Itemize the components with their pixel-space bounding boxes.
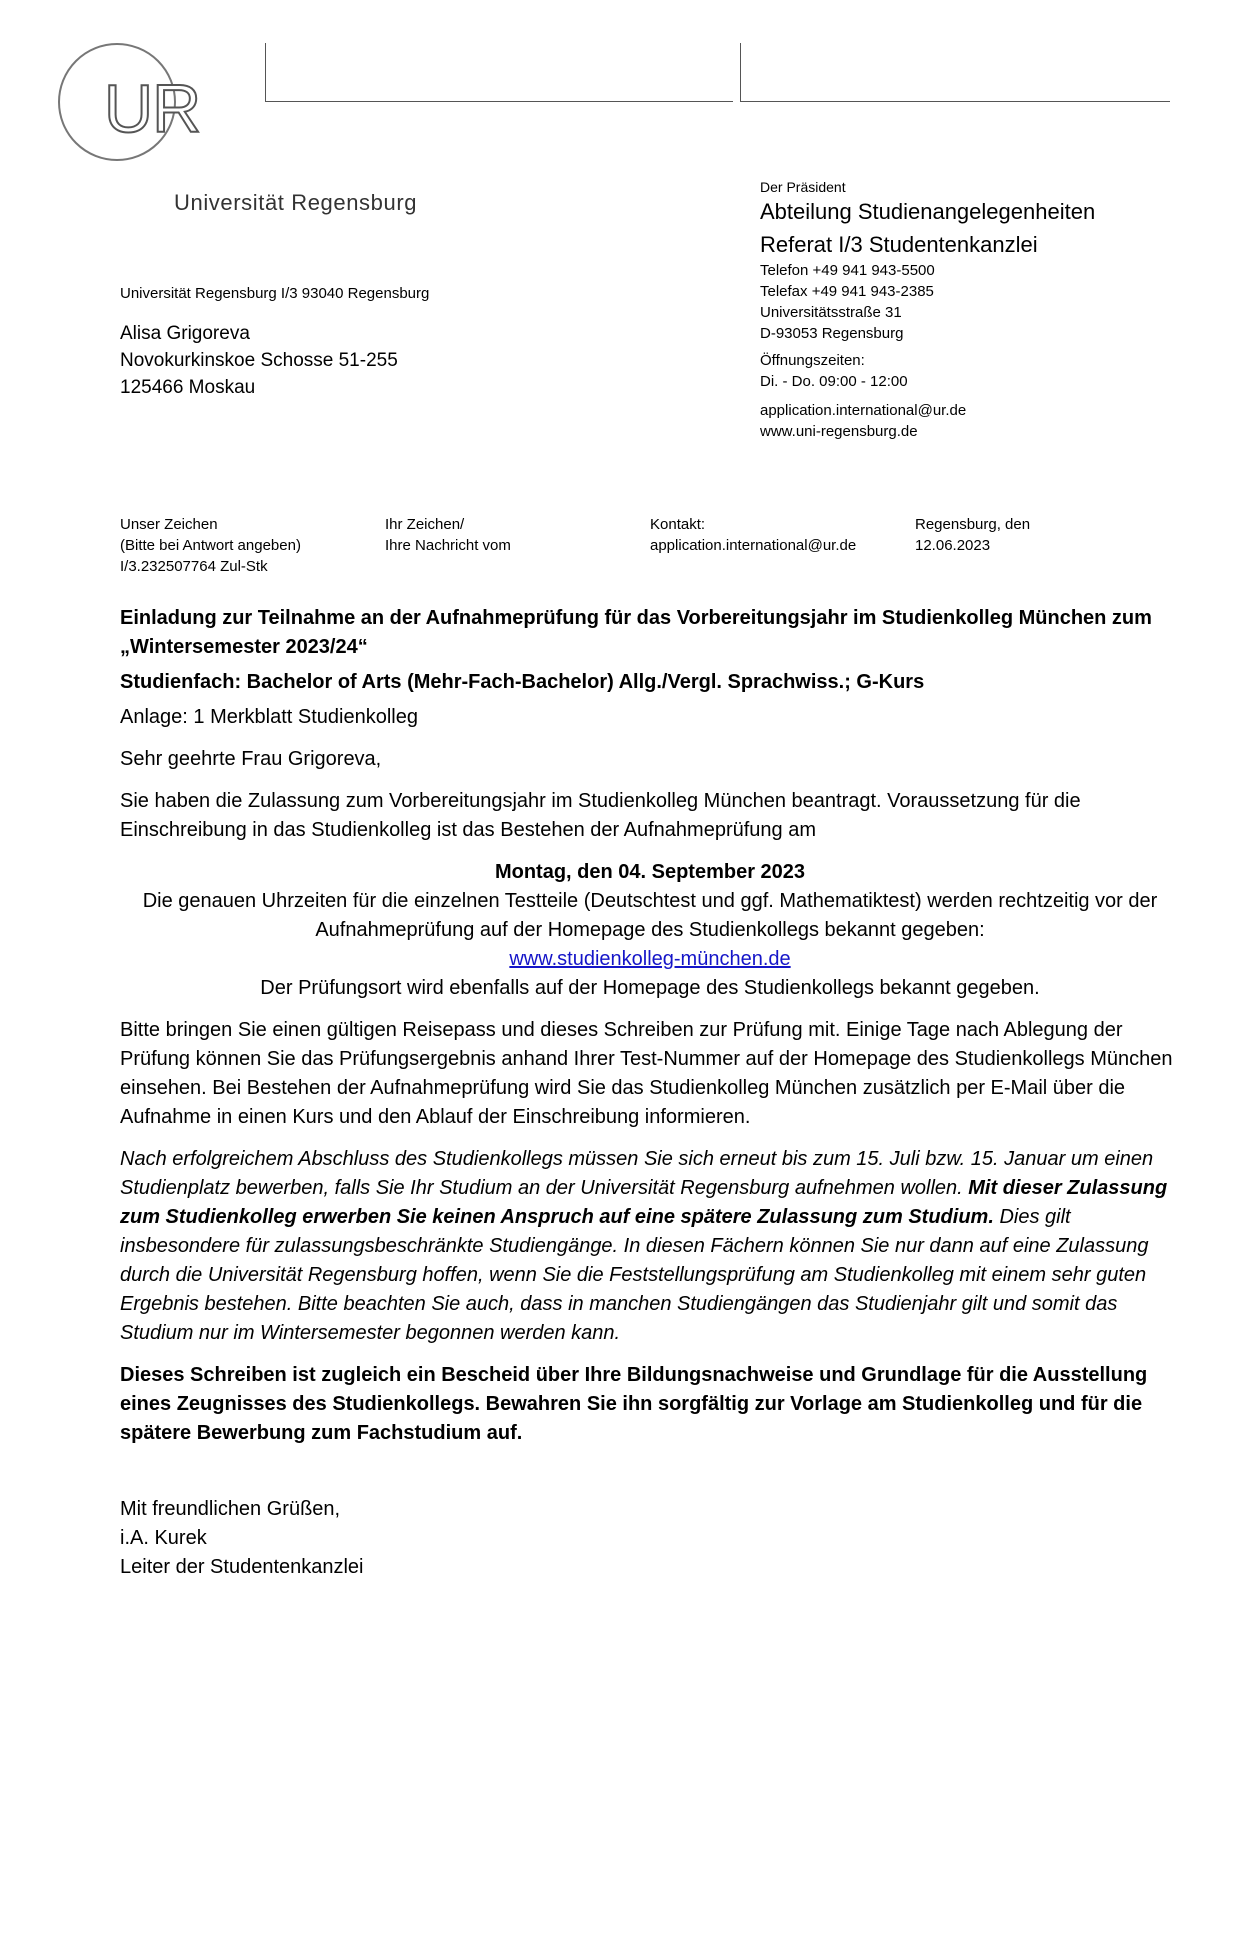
office-hours-value: Di. - Do. 09:00 - 12:00 — [760, 373, 908, 390]
studienkolleg-link[interactable]: www.studienkolleg-münchen.de — [509, 948, 791, 970]
letter-subject: Einladung zur Teilnahme an der Aufnahmeprüfung für das Vorbereitungsjahr im Studienkolleg München zum „Wintersemester 2023/24“ — [120, 607, 1152, 658]
notice-text-continued: Dies gilt insbesondere für zulassungsbeschränkte Studiengänge. In diesen Fächern können Sie nur dann auf eine Zulassung durch die Universität Regensburg hoffen, wenn Sie die Feststellungsprüfung am Studienkolleg mit einem sehr guten Ergebnis bestehen. Bitte beachten Sie auch, dass in manchen Studiengängen das Studienjahr gilt und somit das Studium nur im Wintersemester begonnen werden kann. — [120, 1206, 1149, 1344]
signer: i.A. Kurek — [120, 1527, 207, 1549]
logo-monogram: UR — [104, 71, 201, 147]
exam-info — [120, 858, 1180, 1003]
office-street: Universitätsstraße 31 — [760, 304, 902, 321]
office-title: Der Präsident — [760, 179, 846, 195]
office-hours-label: Öffnungszeiten: — [760, 352, 865, 369]
reference-our-value: I/3.232507764 Zul-Stk — [120, 558, 268, 575]
letterhead-divider — [740, 43, 741, 102]
reference-place: Regensburg, den — [915, 516, 1031, 533]
reference-your — [385, 514, 511, 556]
attachment-line: Anlage: 1 Merkblatt Studienkolleg — [120, 706, 418, 728]
reference-date — [915, 514, 1030, 556]
office-department: Abteilung Studienangelegenheiten — [760, 199, 1096, 224]
decision-paragraph: Dieses Schreiben ist zugleich ein Bescheid über Ihre Bildungsnachweise und Grundlage für die Ausstellung eines Zeugnisses des Studienkollegs. Bewahren Sie ihn sorgfältig zur Vorlage am Studienkolleg und für die spätere Bewerbung zum Fachstudium auf. — [120, 1364, 1148, 1444]
reference-your-label: Ihr Zeichen/ — [385, 516, 465, 533]
office-contact — [760, 260, 935, 344]
office-department-block — [760, 195, 1095, 261]
office-online — [760, 400, 966, 442]
university-logo — [55, 40, 225, 164]
reference-your-note: Ihre Nachricht vom — [385, 537, 511, 554]
sender-line: Universität Regensburg I/3 93040 Regensburg — [120, 285, 430, 302]
reference-contact-label: Kontakt: — [650, 516, 706, 533]
exam-times: Die genauen Uhrzeiten für die einzelnen Testteile (Deutschtest und ggf. Mathematiktest) werden rechtzeitig vor der Aufnahmeprüfung auf der Homepage des Studienkollegs bekannt gegeben: — [142, 890, 1158, 941]
letter-date: 12.06.2023 — [915, 537, 991, 554]
notice-paragraph — [120, 1145, 1180, 1348]
office-email: application.international@ur.de — [760, 402, 967, 419]
recipient-street: Novokurkinskoe Schosse 51-255 — [120, 350, 398, 371]
office-city: D-93053 Regensburg — [760, 325, 904, 342]
reference-our — [120, 514, 301, 577]
university-name: Universität Regensburg — [174, 190, 418, 215]
recipient-address — [120, 320, 398, 401]
recipient-name: Alisa Grigoreva — [120, 323, 250, 344]
exam-date: Montag, den 04. September 2023 — [494, 861, 806, 883]
salutation: Sehr geehrte Frau Grigoreva, — [120, 748, 382, 770]
reference-our-label: Unser Zeichen — [120, 516, 218, 533]
office-hours — [760, 350, 908, 392]
reference-our-note: (Bitte bei Antwort angeben) — [120, 537, 301, 554]
intro-paragraph: Sie haben die Zulassung zum Vorbereitungsjahr im Studienkolleg München beantragt. Voraussetzung für die Einschreibung in das Studienkolleg ist das Bestehen der Aufnahmeprüfung am — [120, 790, 1081, 841]
letter-body — [120, 604, 1180, 1582]
reference-contact — [650, 514, 856, 556]
letterhead-rule-left — [265, 101, 733, 102]
notice-emphasis: Mit dieser Zulassung zum Studienkolleg erwerben Sie keinen Anspruch auf eine spätere Zulassung zum Studium. — [120, 1177, 1168, 1228]
reference-contact-value: application.international@ur.de — [650, 537, 857, 554]
notice-text: Nach erfolgreichem Abschluss des Studienkollegs müssen Sie sich erneut bis zum 15. Juli bzw. 15. Januar um einen Studienplatz bewerben, falls Sie Ihr Studium an der Universität Regensburg aufnehmen wollen. — [120, 1148, 1154, 1199]
closing: Mit freundlichen Grüßen, — [120, 1498, 341, 1520]
documents-paragraph: Bitte bringen Sie einen gültigen Reisepass und dieses Schreiben zur Prüfung mit. Einige Tage nach Ablegung der Prüfung können Sie das Prüfungsergebnis anhand Ihrer Test-Nummer auf der Homepage des Studienkollegs München einsehen. Bei Bestehen der Aufnahmeprüfung wird Sie das Studienkolleg München zusätzlich per E-Mail über die Aufnahme in einen Kurs und den Ablauf der Einschreibung informieren. — [120, 1019, 1173, 1128]
office-fax: Telefax +49 941 943-2385 — [760, 283, 934, 300]
office-unit: Referat I/3 Studentenkanzlei — [760, 232, 1038, 257]
office-website: www.uni-regensburg.de — [760, 423, 918, 440]
letterhead-divider — [265, 43, 266, 102]
letterhead-rule-right — [740, 101, 1170, 102]
office-phone: Telefon +49 941 943-5500 — [760, 262, 935, 279]
signer-title: Leiter der Studentenkanzlei — [120, 1556, 364, 1578]
recipient-city: 125466 Moskau — [120, 377, 256, 398]
field-of-study: Studienfach: Bachelor of Arts (Mehr-Fach-Bachelor) Allg./Vergl. Sprachwiss.; G-Kurs — [120, 671, 925, 693]
exam-location: Der Prüfungsort wird ebenfalls auf der Homepage des Studienkollegs bekannt gegeben. — [260, 977, 1040, 999]
